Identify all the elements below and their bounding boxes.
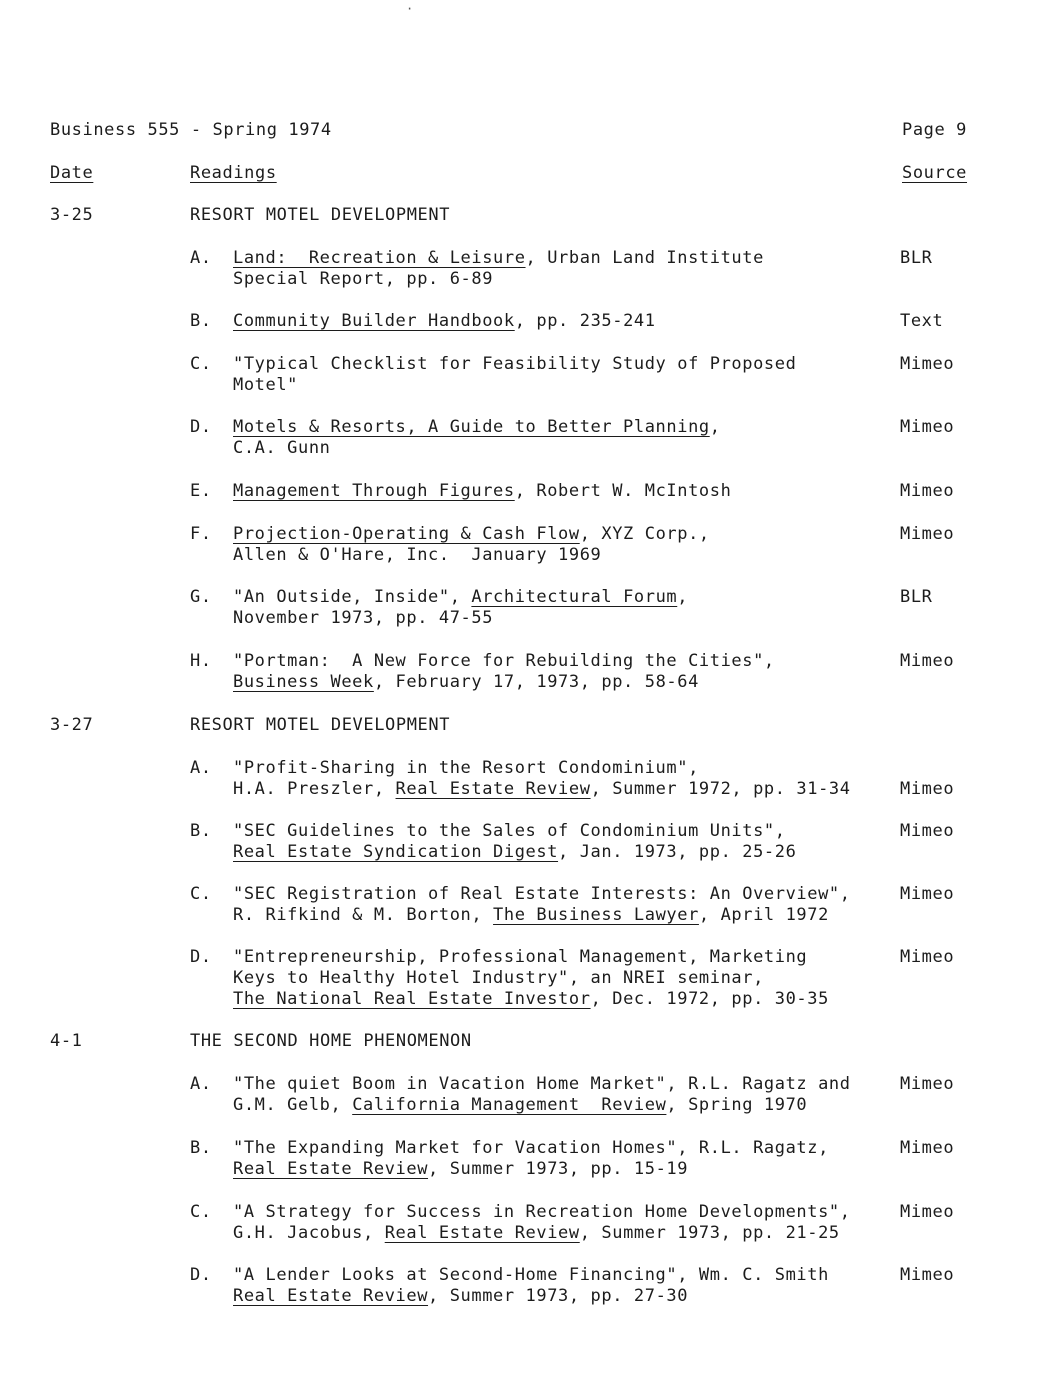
item-letter: G.	[190, 587, 212, 607]
course-title: Business 555 - Spring 1974	[50, 120, 332, 140]
reading-citation: "The Expanding Market for Vacation Homes", R.L. Ragatz, Real Estate Review, Summer 1973, pp. 15-19	[233, 1138, 829, 1179]
item-letter: A.	[190, 758, 212, 778]
reading-source: Mimeo	[900, 947, 955, 967]
publication-title: Management Through Figures	[233, 481, 515, 501]
reading-citation: "Portman: A New Force for Rebuilding the Cities", Business Week, February 17, 1973, pp. 58-64	[233, 651, 775, 692]
reading-citation: Management Through Figures, Robert W. McIntosh	[233, 481, 732, 501]
reading-source: Mimeo	[900, 417, 955, 437]
item-letter: B.	[190, 1138, 212, 1158]
reading-source: Mimeo	[900, 354, 955, 374]
section-title: THE SECOND HOME PHENOMENON	[190, 1031, 472, 1051]
item-letter: E.	[190, 481, 212, 501]
section-title: RESORT MOTEL DEVELOPMENT	[190, 715, 451, 735]
scan-speck: ·	[406, 2, 414, 16]
reading-citation: "SEC Registration of Real Estate Interests: An Overview", R. Rifkind & M. Borton, The Business Lawyer, April 1972	[233, 884, 851, 925]
publication-title: Motels & Resorts, A Guide to Better Planning	[233, 417, 710, 437]
item-letter: A.	[190, 1074, 212, 1094]
reading-source: Mimeo	[900, 1074, 955, 1094]
publication-title: Projection-Operating & Cash Flow	[233, 524, 580, 544]
item-letter: D.	[190, 947, 212, 967]
section-date: 4-1	[50, 1031, 83, 1051]
publication-title: The Business Lawyer	[493, 905, 699, 925]
publication-title: Business Week	[233, 672, 374, 692]
section-date: 3-25	[50, 205, 94, 225]
item-letter: B.	[190, 821, 212, 841]
reading-source: Mimeo	[900, 779, 955, 799]
item-letter: C.	[190, 884, 212, 904]
reading-citation: "Profit-Sharing in the Resort Condominium", H.A. Preszler, Real Estate Review, Summer 1972, pp. 31-34	[233, 758, 851, 799]
reading-source: Mimeo	[900, 1138, 955, 1158]
column-header-date: Date	[50, 163, 94, 183]
reading-source: Text	[900, 311, 944, 331]
reading-citation: "A Lender Looks at Second-Home Financing", Wm. C. Smith Real Estate Review, Summer 1973, pp. 27-30	[233, 1265, 829, 1306]
reading-citation: "The quiet Boom in Vacation Home Market", R.L. Ragatz and G.M. Gelb, California Management Review, Spring 1970	[233, 1074, 851, 1115]
reading-citation: "Entrepreneurship, Professional Management, Marketing Keys to Healthy Hotel Industry", an NREI seminar, The National Real Estate Investor, Dec. 1972, pp. 30-35	[233, 947, 829, 1009]
reading-source: Mimeo	[900, 884, 955, 904]
reading-source: Mimeo	[900, 821, 955, 841]
column-header-readings: Readings	[190, 163, 277, 183]
column-header-source: Source	[902, 163, 968, 183]
reading-citation: "An Outside, Inside", Architectural Forum, November 1973, pp. 47-55	[233, 587, 689, 628]
reading-source: BLR	[900, 248, 933, 268]
reading-source: Mimeo	[900, 481, 955, 501]
reading-citation: "A Strategy for Success in Recreation Home Developments", G.H. Jacobus, Real Estate Review, Summer 1973, pp. 21-25	[233, 1202, 851, 1243]
publication-title: Real Estate Review	[395, 779, 591, 799]
reading-source: Mimeo	[900, 1265, 955, 1285]
publication-title: Real Estate Review	[233, 1286, 429, 1306]
publication-title: Real Estate Syndication Digest	[233, 842, 559, 862]
section-title: RESORT MOTEL DEVELOPMENT	[190, 205, 451, 225]
publication-title: Community Builder Handbook	[233, 311, 515, 331]
reading-source: Mimeo	[900, 651, 955, 671]
reading-citation: Projection-Operating & Cash Flow, XYZ Corp., Allen & O'Hare, Inc. January 1969	[233, 524, 710, 565]
reading-source: Mimeo	[900, 524, 955, 544]
publication-title: Real Estate Review	[233, 1159, 429, 1179]
publication-title: California Management Review	[352, 1095, 667, 1115]
publication-title: Architectural Forum	[471, 587, 678, 607]
page-number: Page 9	[902, 120, 968, 140]
item-letter: B.	[190, 311, 212, 331]
item-letter: H.	[190, 651, 212, 671]
reading-source: Mimeo	[900, 1202, 955, 1222]
reading-citation: Motels & Resorts, A Guide to Better Planning, C.A. Gunn	[233, 417, 721, 458]
section-date: 3-27	[50, 715, 94, 735]
reading-citation: "SEC Guidelines to the Sales of Condominium Units", Real Estate Syndication Digest, Jan. 1973, pp. 25-26	[233, 821, 797, 862]
reading-source: BLR	[900, 587, 933, 607]
reading-citation: Land: Recreation & Leisure, Urban Land Institute Special Report, pp. 6-89	[233, 248, 764, 289]
item-letter: F.	[190, 524, 212, 544]
item-letter: A.	[190, 248, 212, 268]
item-letter: D.	[190, 417, 212, 437]
publication-title: Real Estate Review	[384, 1223, 580, 1243]
publication-title: Land: Recreation & Leisure	[233, 248, 526, 268]
publication-title: The National Real Estate Investor	[233, 989, 591, 1009]
reading-citation: "Typical Checklist for Feasibility Study of Proposed Motel"	[233, 354, 797, 395]
reading-citation: Community Builder Handbook, pp. 235-241	[233, 311, 656, 331]
item-letter: D.	[190, 1265, 212, 1285]
item-letter: C.	[190, 354, 212, 374]
item-letter: C.	[190, 1202, 212, 1222]
